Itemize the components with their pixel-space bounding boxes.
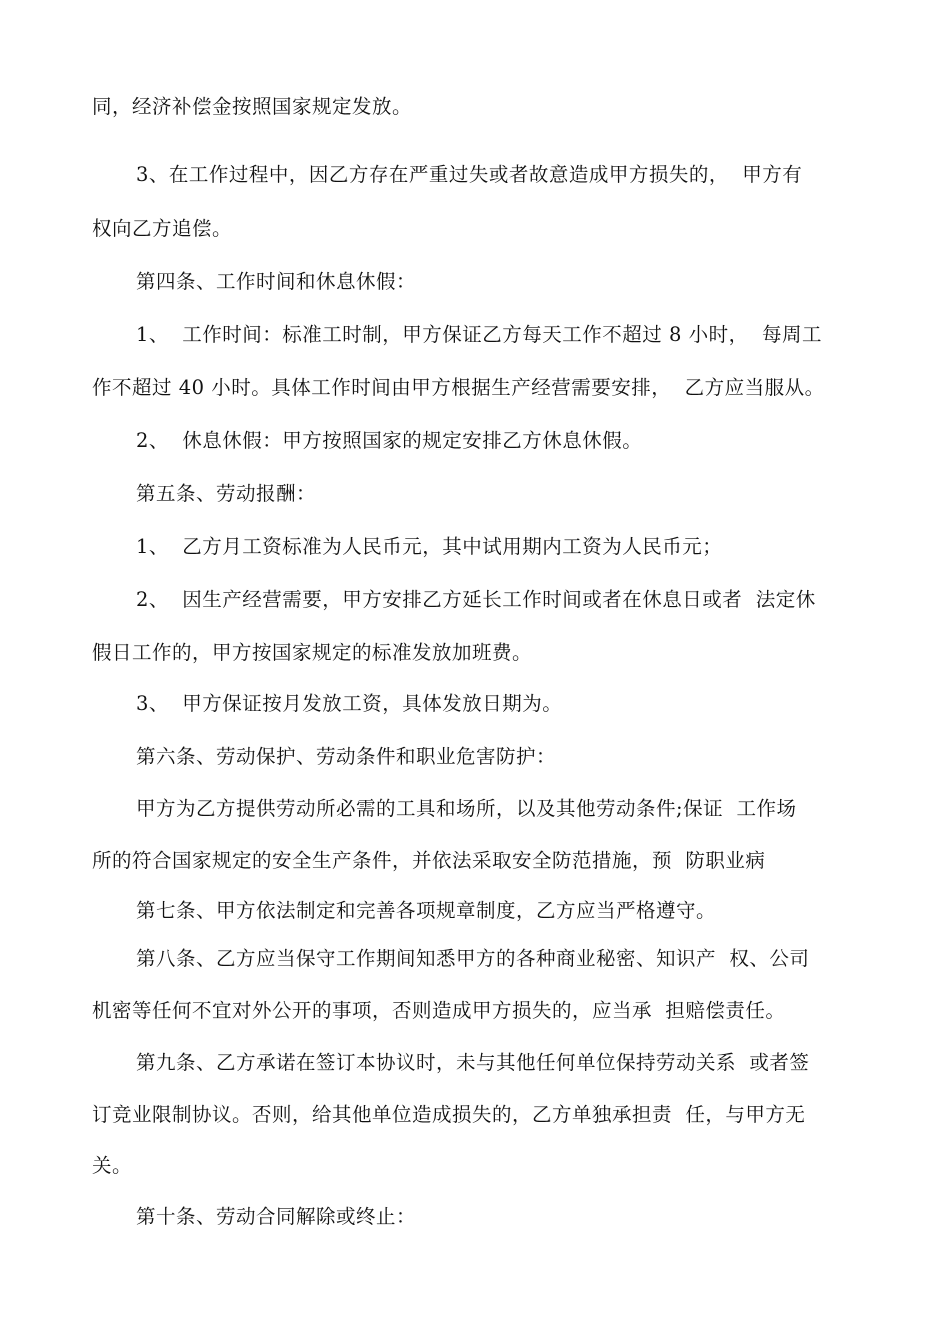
text-line: 假日工作的，甲方按国家规定的标准发放加班费。 — [92, 641, 533, 664]
text-line: 所的符合国家规定的安全生产条件，并依法采取安全防范措施，预 防职业病 — [92, 849, 766, 872]
text-line: 3、 甲方保证按月发放工资，具体发放日期为。 — [136, 692, 563, 715]
section-heading: 第九条、乙方承诺在签订本协议时，未与其他任何单位保持劳动关系 或者签 — [136, 1051, 810, 1074]
text-line: 订竞业限制协议。否则，给其他单位造成损失的，乙方单独承担责 任，与甲方无 — [92, 1103, 806, 1126]
section-heading: 第八条、乙方应当保守工作期间知悉甲方的各种商业秘密、知识产 权、公司 — [136, 947, 810, 970]
text-line: 1、 乙方月工资标准为人民币元，其中试用期内工资为人民币元； — [136, 535, 723, 558]
section-heading: 第四条、工作时间和休息休假： — [136, 270, 417, 293]
text-line: 2、 因生产经营需要，甲方安排乙方延长工作时间或者在休息日或者 法定休 — [136, 588, 816, 611]
section-heading: 第十条、劳动合同解除或终止： — [136, 1205, 417, 1228]
text-line: 1、 工作时间：标准工时制，甲方保证乙方每天工作不超过 8 小时， 每周工 — [136, 323, 823, 346]
text-line: 机密等任何不宜对外公开的事项，否则造成甲方损失的，应当承 担赔偿责任。 — [92, 999, 786, 1022]
section-heading: 第六条、劳动保护、劳动条件和职业危害防护： — [136, 745, 557, 768]
text-line: 作不超过 40 小时。具体工作时间由甲方根据生产经营需要安排， 乙方应当服从。 — [92, 376, 825, 399]
text-line: 2、 休息休假：甲方按照国家的规定安排乙方休息休假。 — [136, 429, 643, 452]
text-line: 权向乙方追偿。 — [92, 217, 233, 240]
text-line: 关。 — [92, 1154, 133, 1177]
text-line: 同，经济补偿金按照国家规定发放。 — [92, 95, 413, 118]
text-line: 3、在工作过程中，因乙方存在严重过失或者故意造成甲方损失的， 甲方有 — [136, 163, 803, 186]
section-heading: 第七条、甲方依法制定和完善各项规章制度，乙方应当严格遵守。 — [136, 899, 717, 922]
text-line: 甲方为乙方提供劳动所必需的工具和场所，以及其他劳动条件;保证 工作场 — [136, 797, 797, 820]
section-heading: 第五条、劳动报酬： — [136, 482, 317, 505]
